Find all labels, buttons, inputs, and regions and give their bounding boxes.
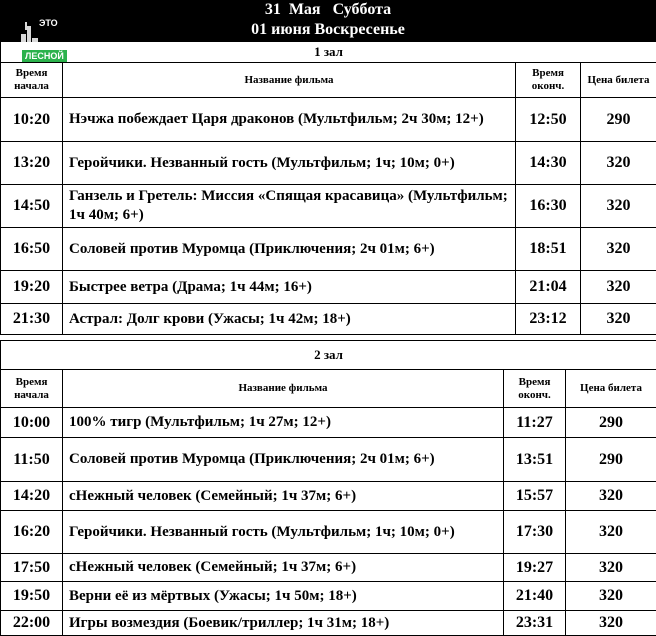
logo-text: ЭТО <box>39 18 58 28</box>
end-time: 14:30 <box>516 142 581 185</box>
film-title: Геройчики. Незванный гость (Мультфильм; 1ч; 10м; 0+) <box>63 142 516 185</box>
end-time: 21:04 <box>516 271 581 304</box>
end-time: 17:30 <box>504 511 566 554</box>
end-time: 21:40 <box>504 582 566 611</box>
start-time: 10:00 <box>1 408 63 438</box>
header-end-time: Время оконч. <box>504 370 566 408</box>
film-title: Нэчжа побеждает Царя драконов (Мультфильм; 2ч 30м; 12+) <box>63 98 516 142</box>
ticket-price: 320 <box>566 582 656 611</box>
film-title: Соловей против Муромца (Приключения; 2ч 01м; 6+) <box>63 228 516 271</box>
film-title: 100% тигр (Мультфильм; 1ч 27м; 12+) <box>63 408 504 438</box>
film-title: Геройчики. Незванный гость (Мультфильм; 1ч; 10м; 0+) <box>63 511 504 554</box>
hall-2-table <box>0 340 656 636</box>
table-row <box>1 582 656 611</box>
end-time: 15:57 <box>504 482 566 511</box>
start-time: 16:50 <box>1 228 63 271</box>
ticket-price: 320 <box>581 271 656 304</box>
table-row <box>1 142 656 185</box>
end-time: 23:12 <box>516 304 581 335</box>
end-time: 13:51 <box>504 438 566 482</box>
hall-1-title: 1 зал <box>1 42 656 63</box>
ticket-price: 320 <box>566 554 656 582</box>
hall-1-table <box>0 41 656 335</box>
date-header <box>0 0 656 41</box>
start-time: 13:20 <box>1 142 63 185</box>
table-row <box>1 611 656 636</box>
header-price: Цена билета <box>566 370 656 408</box>
header-price: Цена билета <box>581 63 656 98</box>
film-title: Игры возмездия (Боевик/триллер; 1ч 31м; 18+) <box>63 611 504 636</box>
end-time: 12:50 <box>516 98 581 142</box>
table-row <box>1 511 656 554</box>
header-end-time: Время оконч. <box>516 63 581 98</box>
film-title: сНежный человек (Семейный; 1ч 37м; 6+) <box>63 554 504 582</box>
header-start-time: Время начала <box>1 63 63 98</box>
end-time: 19:27 <box>504 554 566 582</box>
end-time: 18:51 <box>516 228 581 271</box>
table-row <box>1 185 656 228</box>
start-time: 19:50 <box>1 582 63 611</box>
start-time: 11:50 <box>1 438 63 482</box>
table-row <box>1 554 656 582</box>
table-row <box>1 408 656 438</box>
ticket-price: 320 <box>581 142 656 185</box>
start-time: 10:20 <box>1 98 63 142</box>
table-row <box>1 482 656 511</box>
film-title: Быстрее ветра (Драма; 1ч 44м; 16+) <box>63 271 516 304</box>
date-line-1: 31 Мая Суббота <box>0 0 656 20</box>
end-time: 16:30 <box>516 185 581 228</box>
table-row <box>1 438 656 482</box>
header-film-name: Название фильма <box>63 63 516 98</box>
end-time: 23:31 <box>504 611 566 636</box>
date-line-2: 01 июня Воскресенье <box>0 20 656 40</box>
cinema-logo <box>6 12 76 72</box>
film-title: Ганзель и Гретель: Миссия «Спящая красавица» (Мультфильм; 1ч 40м; 6+) <box>63 185 516 228</box>
start-time: 14:50 <box>1 185 63 228</box>
ticket-price: 320 <box>581 228 656 271</box>
logo-badge: ЛЕСНОЙ <box>22 50 67 62</box>
ticket-price: 320 <box>566 511 656 554</box>
table-row <box>1 304 656 335</box>
film-title: Верни её из мёртвых (Ужасы; 1ч 50м; 18+) <box>63 582 504 611</box>
start-time: 17:50 <box>1 554 63 582</box>
table-row <box>1 228 656 271</box>
hall-2-title: 2 зал <box>1 341 656 370</box>
ticket-price: 290 <box>566 408 656 438</box>
ticket-price: 320 <box>566 611 656 636</box>
ticket-price: 320 <box>581 304 656 335</box>
film-title: сНежный человек (Семейный; 1ч 37м; 6+) <box>63 482 504 511</box>
start-time: 22:00 <box>1 611 63 636</box>
start-time: 21:30 <box>1 304 63 335</box>
ticket-price: 290 <box>566 438 656 482</box>
header-start-time: Время начала <box>1 370 63 408</box>
ticket-price: 320 <box>566 482 656 511</box>
ticket-price: 320 <box>581 185 656 228</box>
end-time: 11:27 <box>504 408 566 438</box>
table-row <box>1 271 656 304</box>
start-time: 19:20 <box>1 271 63 304</box>
table-row <box>1 98 656 142</box>
film-title: Соловей против Муромца (Приключения; 2ч 01м; 6+) <box>63 438 504 482</box>
film-title: Астрал: Долг крови (Ужасы; 1ч 42м; 18+) <box>63 304 516 335</box>
header-film-name: Название фильма <box>63 370 504 408</box>
start-time: 14:20 <box>1 482 63 511</box>
start-time: 16:20 <box>1 511 63 554</box>
ticket-price: 290 <box>581 98 656 142</box>
